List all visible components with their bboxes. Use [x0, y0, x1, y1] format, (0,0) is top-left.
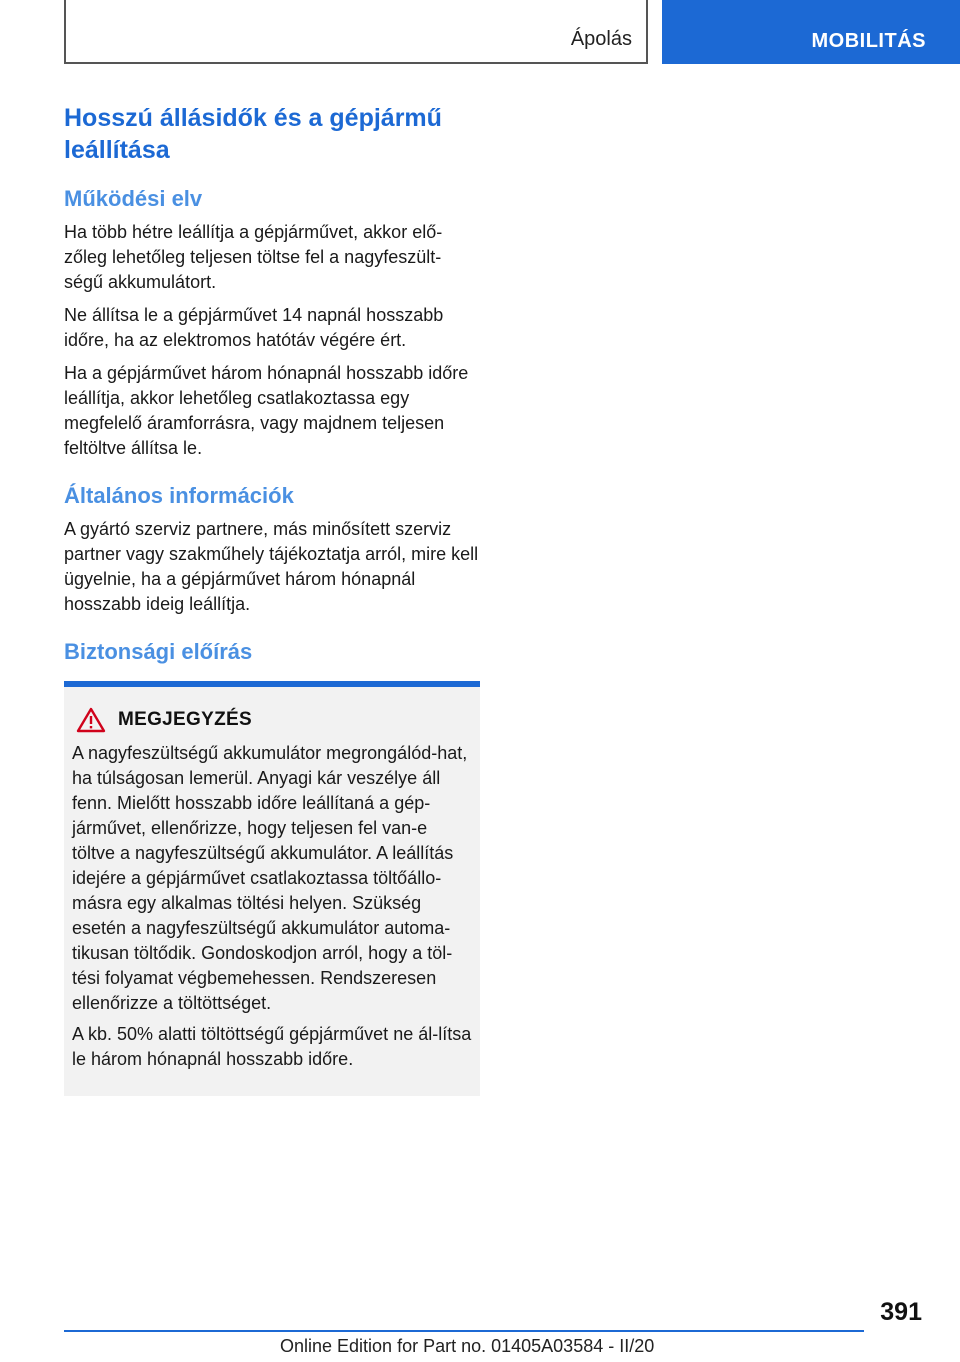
- notice-header: [72, 707, 472, 733]
- warning-triangle-icon: [76, 707, 106, 733]
- notice-paragraph: A kb. 50% alatti töltöttségű gépjárművet ne ál-lítsa le három hónapnál hosszabb időre.: [72, 1024, 472, 1069]
- paragraph: A gyártó szerviz partnere, más minősített szerviz partner vagy szakműhely tájékoztatja arról, mire kell ügyelnie, ha a gépjárművet három hónapnál hosszabb ideig leállítja.: [64, 519, 479, 614]
- footer-divider: [64, 1330, 864, 1332]
- page-number: 391: [880, 1298, 922, 1326]
- header-section-box: [64, 0, 648, 64]
- section-heading-biztonsagi-eloiras: Biztonsági előírás: [64, 639, 253, 664]
- notice-paragraph: A nagyfeszültségű akkumulátor megrongálód-hat, ha túlságosan lemerül. Anyagi kár veszélye áll fenn. Mielőtt hosszabb időre leállítaná a gép-járművet, ellenőrizze, hogy teljesen fel van-e töltve a nagyfeszültségű akkumulátor. A leállítás idejére a gépjárművet csatlakoztassa töltőállo-másra egy alkalmas töltési helyen. Szükség esetén a nagyfeszültségű akkumulátor automa-tikusan töltődik. Gondoskodjon arról, hogy a töl-tési folyamat végbemehessen. Rendszeresen ellenőrizze a töltöttséget.: [72, 743, 468, 1013]
- page-title: Hosszú állásidők és a gépjármű leállítása: [64, 104, 442, 164]
- section-heading-mukodesi-elv: Működési elv: [64, 186, 203, 211]
- paragraph: Ha a gépjárművet három hónapnál hosszabb időre leállítja, akkor lehetőleg csatlakoztassa egy megfelelő áramforrásra, vagy majdnem teljesen feltöltve állítsa le.: [64, 363, 469, 458]
- paragraph: Ne állítsa le a gépjárművet 14 napnál hosszabb időre, ha az elektromos hatótáv végére ért.: [64, 305, 444, 350]
- main-content: [64, 102, 480, 1096]
- footer-edition: Online Edition for Part no. 01405A03584 - II/20: [280, 1336, 655, 1356]
- notice-title: MEGJEGYZÉS: [118, 709, 252, 730]
- header-tab-box[interactable]: [662, 0, 960, 64]
- notice-box: [64, 681, 480, 1096]
- section-heading-altalanos-informaciok: Általános információk: [64, 483, 294, 508]
- paragraph: Ha több hétre leállítja a gépjárművet, akkor elő-zőleg lehetőleg teljesen töltse fel a nagyfeszült-ségű akkumulátort.: [64, 222, 443, 292]
- header-tab-label: MOBILITÁS: [811, 30, 926, 52]
- header-section-title: Ápolás: [570, 28, 632, 50]
